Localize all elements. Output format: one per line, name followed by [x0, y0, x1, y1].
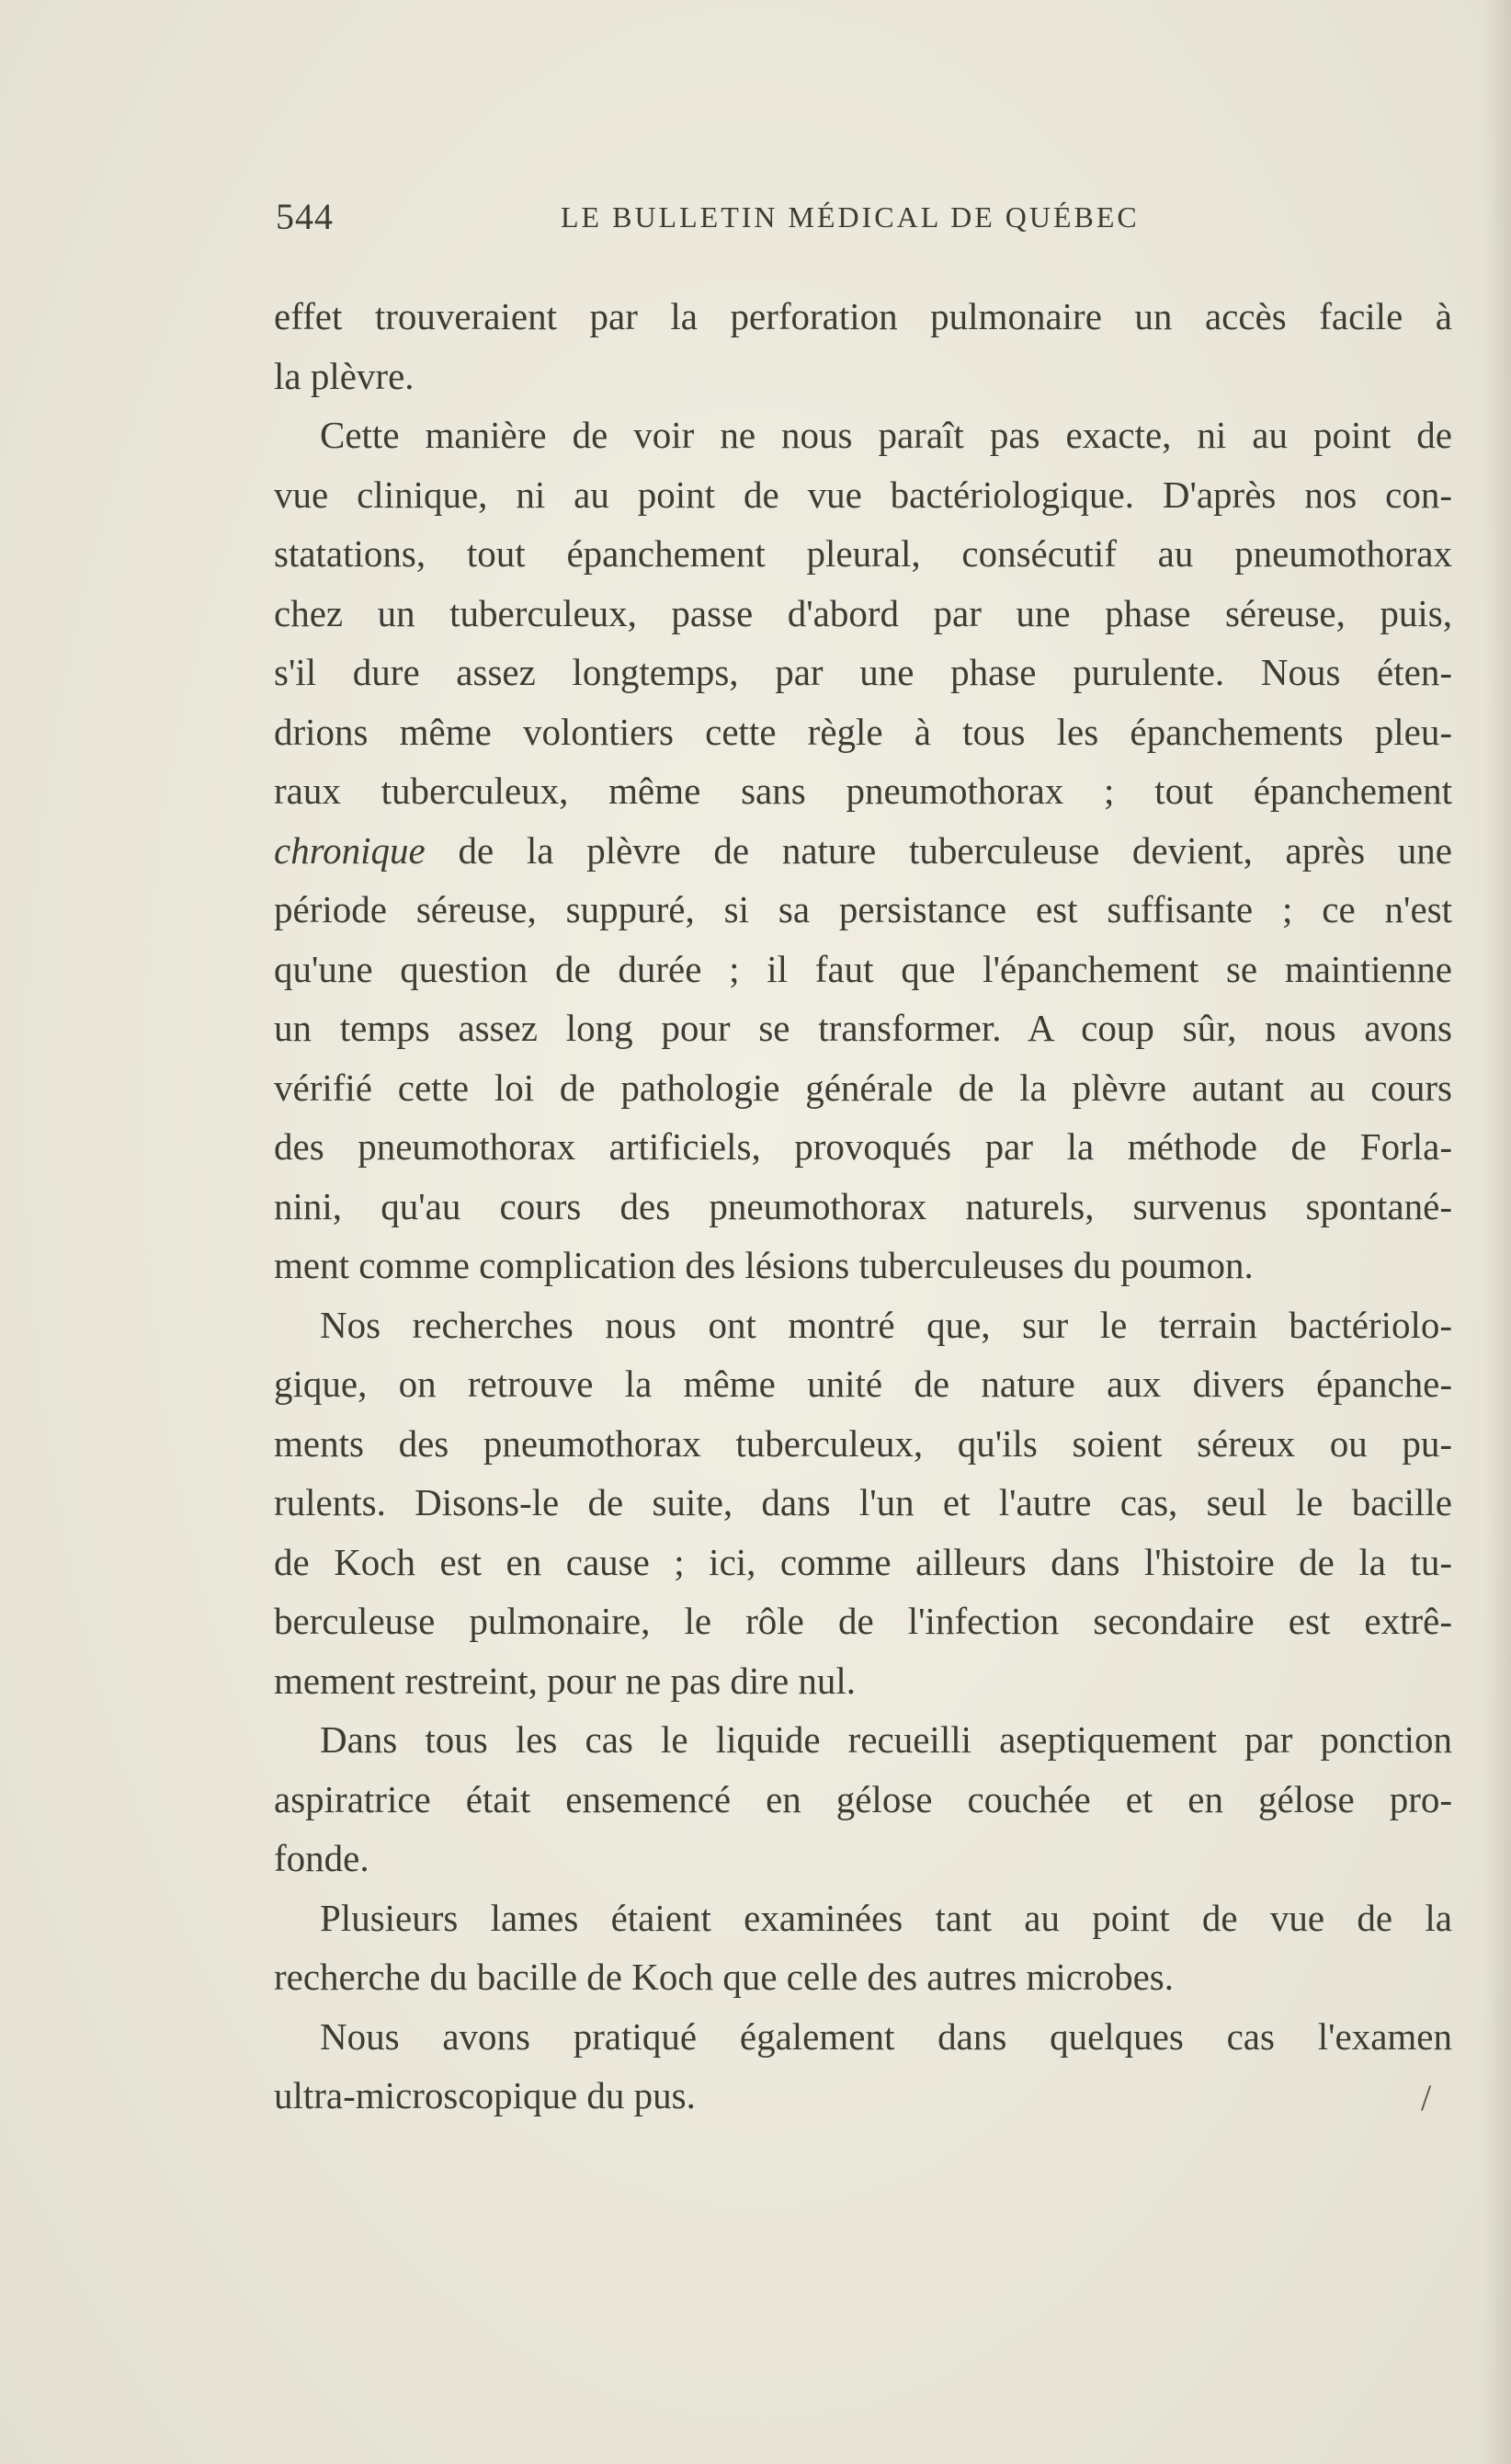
text-line-with-italic: [274, 821, 1452, 881]
text-line: un temps assez long pour se transformer. A coup sûr, nous avons: [274, 1007, 1452, 1049]
running-title: LE BULLETIN MÉDICAL DE QUÉBEC: [561, 200, 1140, 234]
text-line: Cette manière de voir ne nous paraît pas exacte, ni au point de: [320, 414, 1452, 456]
paragraph: [274, 2007, 1452, 2126]
text-line: aspiratrice était ensemencé en gélose couchée et en gélose pro-: [274, 1777, 1452, 1820]
text-line: raux tuberculeux, même sans pneumothorax ; tout épanchement: [274, 770, 1452, 812]
pencil-mark: /: [1421, 2077, 1432, 2118]
text-line: période séreuse, suppuré, si sa persistance est suffisante ; ce n'est: [274, 888, 1452, 930]
paragraph: [274, 1888, 1452, 2007]
body-text: [274, 287, 1452, 2126]
text-line: ultra-microscopique du pus.: [274, 2074, 696, 2116]
text-line: ment comme complication des lésions tuberculeuses du poumon.: [274, 1244, 1254, 1286]
binding-shadow: [1483, 0, 1511, 2464]
text-line: Nous avons pratiqué également dans quelques cas l'examen: [320, 2014, 1452, 2058]
text-line: Plusieurs lames étaient examinées tant au point de vue de la: [320, 1896, 1452, 1939]
text-line: gique, on retrouve la même unité de nature aux divers épanche-: [274, 1363, 1452, 1405]
text-line: fonde.: [274, 1837, 369, 1879]
paragraph: [274, 1295, 1452, 1711]
text-line: mement restreint, pour ne pas dire nul.: [274, 1659, 857, 1702]
page-header: [276, 195, 1195, 246]
paragraph: [274, 405, 1452, 1295]
paragraph: [274, 1710, 1452, 1888]
page-number: 544: [276, 196, 334, 237]
text-line: chez un tuberculeux, passe d'abord par une phase séreuse, puis,: [274, 591, 1452, 634]
paragraph: [274, 287, 1452, 405]
text-line: nini, qu'au cours des pneumothorax naturels, survenus spontané-: [274, 1184, 1452, 1227]
text-line: qu'une question de durée ; il faut que l'épanchement se maintienne: [274, 947, 1452, 990]
text-line-rest: de la plèvre de nature tuberculeuse devient, après une: [458, 828, 1452, 872]
text-line: recherche du bacille de Koch que celle des autres microbes.: [274, 1956, 1174, 1998]
text-line: effet trouveraient par la perforation pulmonaire un accès facile à: [274, 295, 1452, 337]
italic-word: chronique: [274, 828, 426, 872]
text-line: Nos recherches nous ont montré que, sur le terrain bactériolo-: [320, 1303, 1452, 1346]
text-line: des pneumothorax artificiels, provoqués par la méthode de Forla-: [274, 1125, 1452, 1168]
text-line: vérifié cette loi de pathologie générale de la plèvre autant au cours: [274, 1066, 1452, 1109]
text-line: statations, tout épanchement pleural, consécutif au pneumothorax: [274, 532, 1452, 575]
text-line: ments des pneumothorax tuberculeux, qu'ils soient séreux ou pu-: [274, 1421, 1452, 1465]
text-line: s'il dure assez longtemps, par une phase purulente. Nous éten-: [274, 651, 1452, 693]
text-line: la plèvre.: [274, 354, 415, 397]
text-line: drions même volontiers cette règle à tous les épanchements pleu-: [274, 710, 1452, 753]
text-line: berculeuse pulmonaire, le rôle de l'infection secondaire est extrê-: [274, 1600, 1452, 1642]
text-line: Dans tous les cas le liquide recueilli aseptiquement par ponction: [320, 1718, 1452, 1761]
text-line: rulents. Disons-le de suite, dans l'un et l'autre cas, seul le bacille: [274, 1481, 1452, 1523]
text-line: de Koch est en cause ; ici, comme ailleurs dans l'histoire de la tu-: [274, 1540, 1452, 1583]
text-line: vue clinique, ni au point de vue bactériologique. D'après nos con-: [274, 473, 1452, 516]
